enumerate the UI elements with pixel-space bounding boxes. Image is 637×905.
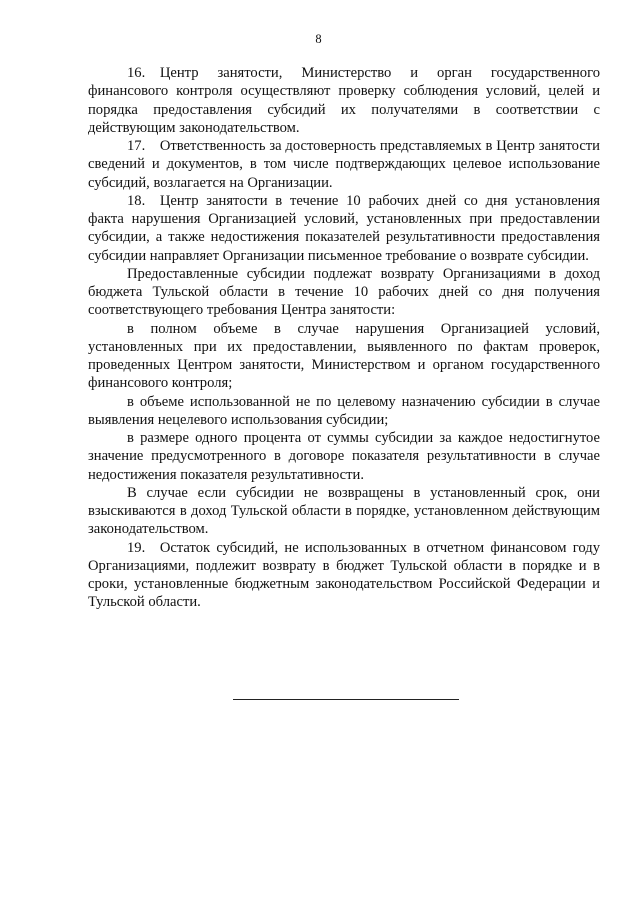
paragraph-refund-terms: Предоставленные субсидии подлежат возврату Организациями в доход бюджета Тульской области в течение 10 рабочих дней со дня получения соответствующего требования Центра занятости: [88, 265, 600, 319]
document-body [88, 64, 600, 612]
list-item-one-percent: в размере одного процента от суммы субсидии за каждое недостигнутое значение предусмотренного в договоре показателя результативности в случае недостижения показателя результативности. [88, 430, 600, 483]
paragraph-19: 19. Остаток субсидий, не использованных в отчетном финансовом году Организациями, подлежит возврату в бюджет Тульской области в порядке и в сроки, установленные бюджетным законодательством Российской Федерации и Тульской области. [88, 539, 600, 611]
paragraph-18: 18. Центр занятости в течение 10 рабочих дней со дня установления факта нарушения Организацией условий, установленных при предоставлении субсидии, а также недостижения показателей результативности предоставления субсидии направляет Организации письменное требование о возврате субсидии. [88, 192, 600, 264]
paragraph-recovery: В случае если субсидии не возвращены в установленный срок, они взыскиваются в доход Тульской области в порядке, установленном действующим законодательством. [88, 484, 600, 538]
page-number: 8 [315, 32, 322, 46]
closing-divider [233, 699, 459, 700]
list-item-full-amount: в полном объеме в случае нарушения Организацией условий, установленных при их предоставлении, выявленного по фактам проверок, проведенных Центром занятости, Министерством и органом государственного финансового контроля; [88, 320, 600, 392]
list-item-misused-amount: в объеме использованной не по целевому назначению субсидии в случае выявления нецелевого использования субсидии; [88, 393, 600, 428]
paragraph-17: 17. Ответственность за достоверность представляемых в Центр занятости сведений и документов, в том числе подтверждающих целевое использование субсидий, возлагается на Организации. [88, 138, 600, 191]
paragraph-16: 16. Центр занятости, Министерство и орган государственного финансового контроля осуществляют проверку соблюдения условий, целей и порядка предоставления субсидий их получателями в соответствии с действующим законодательством. [88, 65, 600, 136]
